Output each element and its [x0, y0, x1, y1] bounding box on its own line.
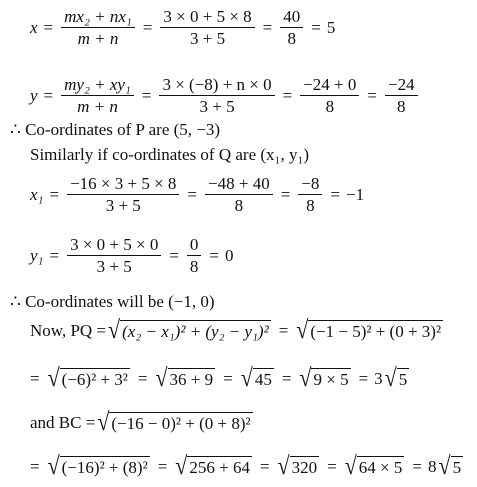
denominator: 8: [189, 257, 199, 276]
equals-sign: =: [259, 456, 270, 476]
numerator: 3 × (−8) + n × 0: [159, 76, 274, 96]
bc-simplification: [30, 451, 465, 480]
fraction: [67, 175, 179, 214]
numerator: −24 + 0: [300, 76, 359, 96]
numerator: 3 × 0 + 5 × 0: [67, 236, 161, 256]
equals-sign: =: [327, 456, 337, 476]
fraction: [67, 236, 161, 275]
equals-sign: =: [49, 185, 60, 204]
fraction: [280, 8, 303, 47]
y1-lhs: y₁: [30, 246, 44, 265]
x1-lhs: x₁: [30, 185, 44, 204]
equals-sign: =: [169, 246, 179, 265]
y1-equation: [30, 236, 234, 275]
numerator: −16 × 3 + 5 × 8: [67, 175, 179, 195]
radical-sign-icon: √: [296, 315, 309, 344]
equals-sign: =: [412, 456, 422, 476]
fraction: [159, 76, 274, 115]
radical-sign-icon: √: [344, 451, 357, 480]
sqrt: [384, 363, 410, 392]
equals-sign: =: [43, 18, 54, 37]
radicand: (x₂ − x₁)² + (y₂ − y₁)²: [122, 322, 269, 341]
bc-label: and BC =: [30, 412, 96, 432]
numerator: mx₂ + nx₁: [61, 8, 135, 28]
denominator: 3 + 5: [199, 97, 235, 116]
equals-sign: =: [30, 368, 40, 388]
radical-sign-icon: √: [155, 363, 168, 392]
p-coordinates-text: ∴ Co-ordinates of P are (5, −3): [10, 120, 221, 139]
numerator: 0: [187, 236, 202, 256]
equals-sign: =: [141, 86, 152, 105]
sqrt: [277, 451, 320, 480]
equals-sign: =: [311, 18, 321, 37]
equals-sign: =: [137, 368, 148, 388]
denominator: 3 + 5: [96, 257, 132, 276]
numerator: 3 × 0 + 5 × 8: [160, 8, 254, 28]
fraction: [385, 76, 418, 115]
sqrt: [47, 363, 130, 392]
y-equation: [30, 76, 420, 115]
coefficient: 8: [427, 456, 437, 476]
fraction: [160, 8, 254, 47]
radical-sign-icon: √: [277, 451, 290, 480]
equals-sign: =: [262, 18, 273, 37]
numerator: 40: [280, 8, 303, 28]
radical-sign-icon: √: [384, 363, 397, 392]
q-coordinates-text: ∴ Co-ordinates will be (−1, 0): [10, 292, 215, 311]
radicand: 9 × 5: [313, 370, 349, 389]
sqrt: [47, 451, 150, 480]
radicand: 64 × 5: [358, 458, 403, 477]
numerator: my₂ + xy₁: [61, 76, 134, 96]
equals-sign: =: [142, 18, 153, 37]
radical-sign-icon: √: [108, 315, 121, 344]
numerator: −48 + 40: [205, 175, 273, 195]
radicand: (−16 − 0)² + (0 + 8)²: [111, 414, 251, 433]
sqrt: [155, 363, 215, 392]
denominator: 8: [397, 97, 406, 116]
equals-sign: =: [30, 456, 40, 476]
bc-equation: [30, 407, 255, 436]
q-similarly-text: Similarly if co-ordinates of Q are (x₁, y₁): [30, 145, 310, 164]
equals-sign: =: [281, 368, 292, 388]
radicand: (−1 − 5)² + (0 + 3)²: [310, 322, 442, 341]
equals-sign: =: [278, 320, 289, 340]
sqrt: [296, 315, 443, 344]
equals-sign: =: [358, 368, 369, 388]
x-result: 5: [326, 18, 336, 37]
equals-sign: =: [282, 86, 293, 105]
radicand: 320: [291, 458, 318, 477]
denominator: 8: [234, 196, 244, 215]
fraction: [205, 175, 273, 214]
sqrt: [108, 315, 271, 344]
x1-result: −1: [345, 185, 365, 204]
equals-sign: =: [209, 246, 220, 265]
equals-sign: =: [49, 246, 60, 265]
equals-sign: =: [157, 456, 168, 476]
fraction: [61, 8, 135, 47]
equals-sign: =: [280, 185, 291, 204]
denominator: 8: [325, 97, 335, 116]
fraction: [300, 76, 359, 115]
sqrt: [175, 451, 252, 480]
y-lhs: y: [30, 86, 38, 105]
radical-sign-icon: √: [299, 363, 312, 392]
radical-sign-icon: √: [47, 363, 60, 392]
denominator: 8: [287, 29, 297, 48]
numerator: −24: [385, 76, 418, 96]
radical-sign-icon: √: [175, 451, 188, 480]
pq-simplification: [30, 363, 411, 392]
equals-sign: =: [187, 185, 198, 204]
equals-sign: =: [43, 86, 54, 105]
pq-equation: [30, 315, 445, 344]
sqrt: [240, 363, 274, 392]
radical-sign-icon: √: [438, 451, 451, 480]
radical-sign-icon: √: [240, 363, 253, 392]
sqrt: [299, 363, 350, 392]
fraction: [298, 175, 322, 214]
radicand: (−16)² + (8)²: [61, 458, 148, 477]
equals-sign: =: [223, 368, 233, 388]
radicand: 256 + 64: [189, 458, 250, 477]
sqrt: [438, 451, 463, 480]
x1-equation: [30, 175, 364, 214]
radical-sign-icon: √: [97, 407, 110, 436]
radicand: 45: [254, 370, 272, 389]
denominator: 3 + 5: [189, 29, 226, 48]
coefficient: 3: [374, 368, 383, 388]
sqrt: [344, 451, 405, 480]
denominator: m + n: [77, 97, 118, 116]
denominator: 8: [306, 196, 315, 215]
equals-sign: =: [330, 185, 340, 204]
fraction: [187, 236, 202, 275]
y1-result: 0: [225, 246, 234, 265]
x-equation: [30, 8, 335, 47]
denominator: 3 + 5: [105, 196, 141, 215]
radicand: (−6)² + 3²: [61, 370, 128, 389]
radicand: 36 + 9: [169, 370, 214, 389]
denominator: m + n: [77, 29, 119, 48]
x-lhs: x: [30, 18, 38, 37]
equals-sign: =: [367, 86, 377, 105]
radical-sign-icon: √: [47, 451, 60, 480]
sqrt: [97, 407, 252, 436]
fraction: [61, 76, 134, 115]
radicand: 5: [398, 370, 408, 389]
pq-label: Now, PQ =: [30, 320, 107, 340]
radicand: 5: [452, 458, 462, 477]
numerator: −8: [298, 175, 322, 195]
